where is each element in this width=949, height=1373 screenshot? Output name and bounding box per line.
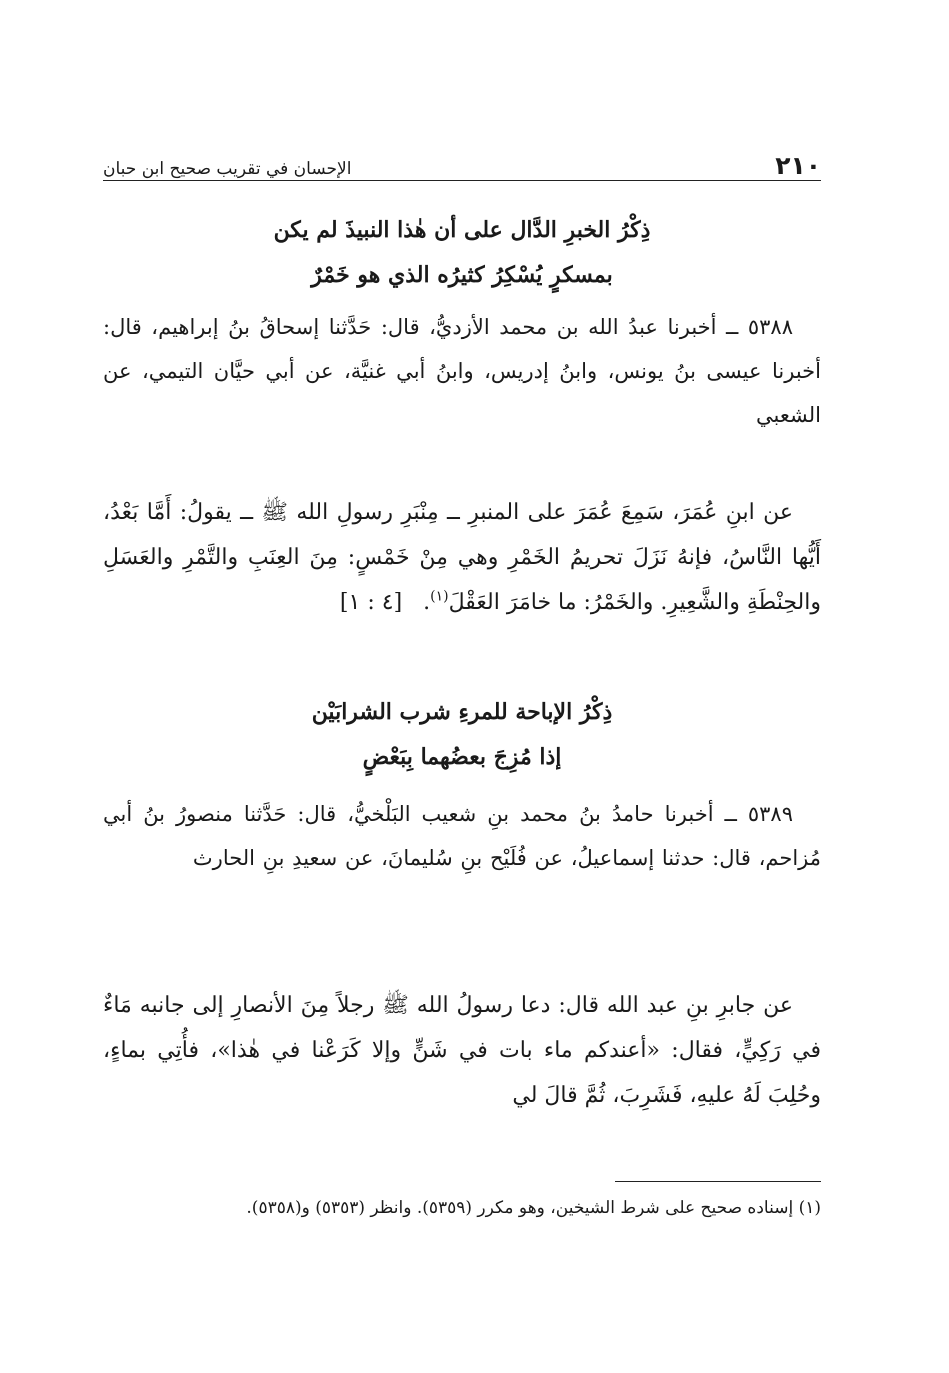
section-heading-2 — [103, 690, 821, 780]
header-rule — [103, 180, 821, 181]
section-heading-2-line-1: ذِكْرُ الإباحة للمرءِ شرب الشرابَيْن — [311, 699, 613, 725]
footnote-rule — [615, 1181, 821, 1182]
hadith-5388-reference: [٤ : ١] — [339, 590, 403, 615]
section-heading-1-line-2: بمسكرٍ يُسْكِرُ كثيرُه الذي هو خَمْرٌ — [311, 262, 613, 288]
hadith-5388-text — [103, 490, 821, 625]
running-title: الإحسان في تقريب صحيح ابن حبان — [103, 159, 352, 179]
hadith-5389-isnad: ٥٣٨٩ ــ أخبرنا حامدُ بنُ محمد بنِ شعيب البَلْخيُّ، قال: حَدَّثنا منصورُ بنُ أبي مُزاحم، قال: حدثنا إسماعيلُ، عن فُلَيْح بنِ سُليمانَ، عن سعيدِ بنِ الحارث — [103, 802, 821, 870]
page-number: ٢١٠ — [775, 151, 821, 180]
hadith-5388-body: عن ابنِ عُمَرَ، سَمِعَ عُمَرَ على المنبرِ ــ مِنْبَرِ رسولِ الله ﷺ ــ يقولُ: أَمَّا بَعْدُ، أَيُّها النَّاسُ، فإنهُ نَزَلَ تحريمُ الخَمْرِ وهي مِنْ خَمْسٍ: مِنَ العِنَبِ والتَّمْرِ والعَسَلِ والحِنْطَةِ والشَّعِيرِ. والخَمْرُ: ما خامَرَ العَقْلَ — [103, 500, 821, 615]
hadith-5388-isnad: ٥٣٨٨ ــ أخبرنا عبدُ الله بن محمد الأزديُّ، قال: حَدَّثنا إسحاقُ بنُ إبراهيم، قال: أخبرنا عيسى بنُ يونس، وابنُ إدريس، وابنُ أبي غنيَّة، عن أبي حيَّان التيمي، عن الشعبي — [103, 315, 821, 427]
footnote-marker[interactable]: (١) — [430, 588, 449, 605]
section-heading-1 — [103, 208, 821, 298]
hadith-5389-text: عن جابرِ بنِ عبد الله قال: دعا رسولُ الله ﷺ رجلاً مِنَ الأنصارِ إلى جانبه مَاءٌ في رَكِيٍّ، فقال: «أعندكم ماء بات في شَنٍّ وإلا كَرَعْنا في هٰذا»، فأُتِي بماءٍ، وحُلِبَ لَهُ عليهِ، فَشَرِبَ، ثُمَّ قالَ لي — [103, 993, 821, 1108]
page-header — [103, 138, 821, 178]
footnote-1: (١) إسناده صحيح على شرط الشيخين، وهو مكرر (٥٣٥٩). وانظر (٥٣٥٣) و(٥٣٥٨). — [246, 1198, 821, 1218]
section-heading-2-line-2: إذا مُزِجَ بعضُهما بِبَعْضٍ — [362, 744, 562, 770]
hadith-5388-end: . — [423, 590, 431, 615]
section-heading-1-line-1: ذِكْرُ الخبرِ الدَّال على أن هٰذا النبيذَ لم يكن — [273, 217, 651, 243]
